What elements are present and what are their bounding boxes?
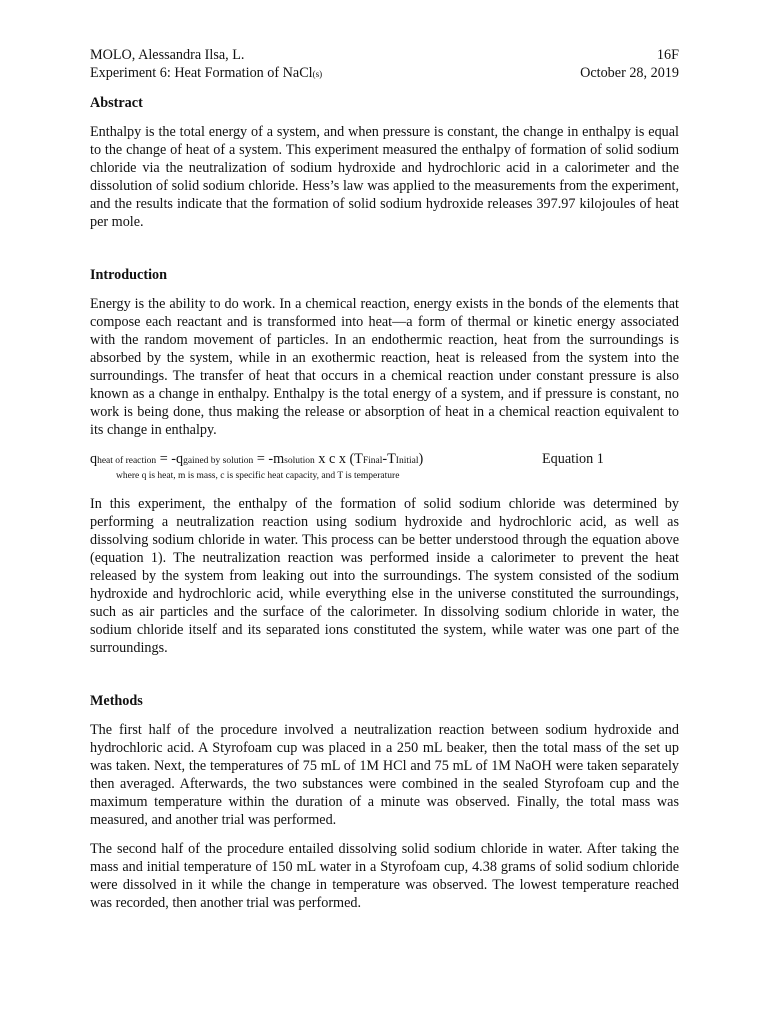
state-subscript: (s) <box>312 69 323 79</box>
header-row-1 <box>90 46 679 64</box>
equation-label: Equation 1 <box>542 451 604 467</box>
document-page <box>90 46 679 912</box>
abstract-heading: Abstract <box>90 95 143 111</box>
section-code: 16F <box>656 47 679 63</box>
methods-heading: Methods <box>90 693 143 709</box>
abstract-paragraph: Enthalpy is the total energy of a system, and when pressure is constant, the change in enthalpy is equal to the change of heat of a system. This experiment measured the enthalpy of formation of solid sodium chloride via the neutralization of sodium hydroxide and hydrochloric acid in a calorimeter and the dissolution of solid sodium chloride. Hess’s law was applied to the measurements from the experiment, and the results indicate that the formation of solid sodium hydroxide releases 397.97 kilojoules of heat per mole. <box>90 124 679 230</box>
author-name: MOLO, Alessandra Ilsa, L. <box>90 47 245 63</box>
equation-1 <box>90 450 679 470</box>
methods-paragraph-1: The first half of the procedure involved a neutralization reaction between sodium hydroxide and hydrochloric acid. A Styrofoam cup was placed in a 250 mL beaker, then the total mass of the set up was taken. Next, the temperatures of 75 mL of 1M HCl and 75 mL of 1M NaOH were taken separately then averaged. Afterwards, the two substances were combined in the sealed Styrofoam cup and the maximum temperature within the duration of a minute was observed. Finally, the total mass was measured, and another trial was performed. <box>90 722 679 828</box>
header-row-2 <box>90 64 679 83</box>
introduction-heading: Introduction <box>90 267 167 283</box>
report-date: October 28, 2019 <box>580 65 679 81</box>
equation-expression: qheat of reaction = -qgained by solution = -msolution x c x (TFinal-TInitial) <box>90 451 424 467</box>
methods-paragraph-2: The second half of the procedure entailed dissolving solid sodium chloride in water. After taking the mass and initial temperature of 150 mL water in a Styrofoam cup, 4.38 grams of solid sodium chloride were dissolved in it while the change in temperature was observed. The lowest temperature reached was recorded, then another trial was performed. <box>90 841 679 911</box>
equation-note: where q is heat, m is mass, c is specific heat capacity, and T is temperature <box>116 471 400 481</box>
introduction-paragraph-2: In this experiment, the enthalpy of the formation of solid sodium chloride was determined by performing a neutralization reaction using sodium hydroxide and hydrochloric acid, as well as dissolving sodium chloride in water. This process can be better understood through the equation above (equation 1). The neutralization reaction was performed inside a calorimeter to prevent the heat released by the system from leaking out into the surroundings. The system consisted of the sodium hydroxide and hydrochloric acid, while everything else in the universe constituted the surroundings, such as air particles and the surface of the calorimeter. In dissolving sodium chloride in water, the sodium chloride itself and its separated ions constituted the system, while water was one part of the surroundings. <box>90 496 679 656</box>
experiment-title: Experiment 6: Heat Formation of NaCl(s) <box>90 65 323 81</box>
introduction-paragraph-1: Energy is the ability to do work. In a chemical reaction, energy exists in the bonds of the elements that compose each reactant and is transformed into heat—a form of thermal or kinetic energy associated with the random movement of particles. In an endothermic reaction, heat from the surroundings is absorbed by the system, while in an exothermic reaction, heat is released from the system into the surroundings. The transfer of heat that occurs in a chemical reaction under constant pressure is also known as a change in enthalpy. Enthalpy is the total energy of a system, and if pressure is constant, no work is being done, thus making the release or absorption of heat in a chemical reaction equivalent to its change in enthalpy. <box>90 296 679 438</box>
